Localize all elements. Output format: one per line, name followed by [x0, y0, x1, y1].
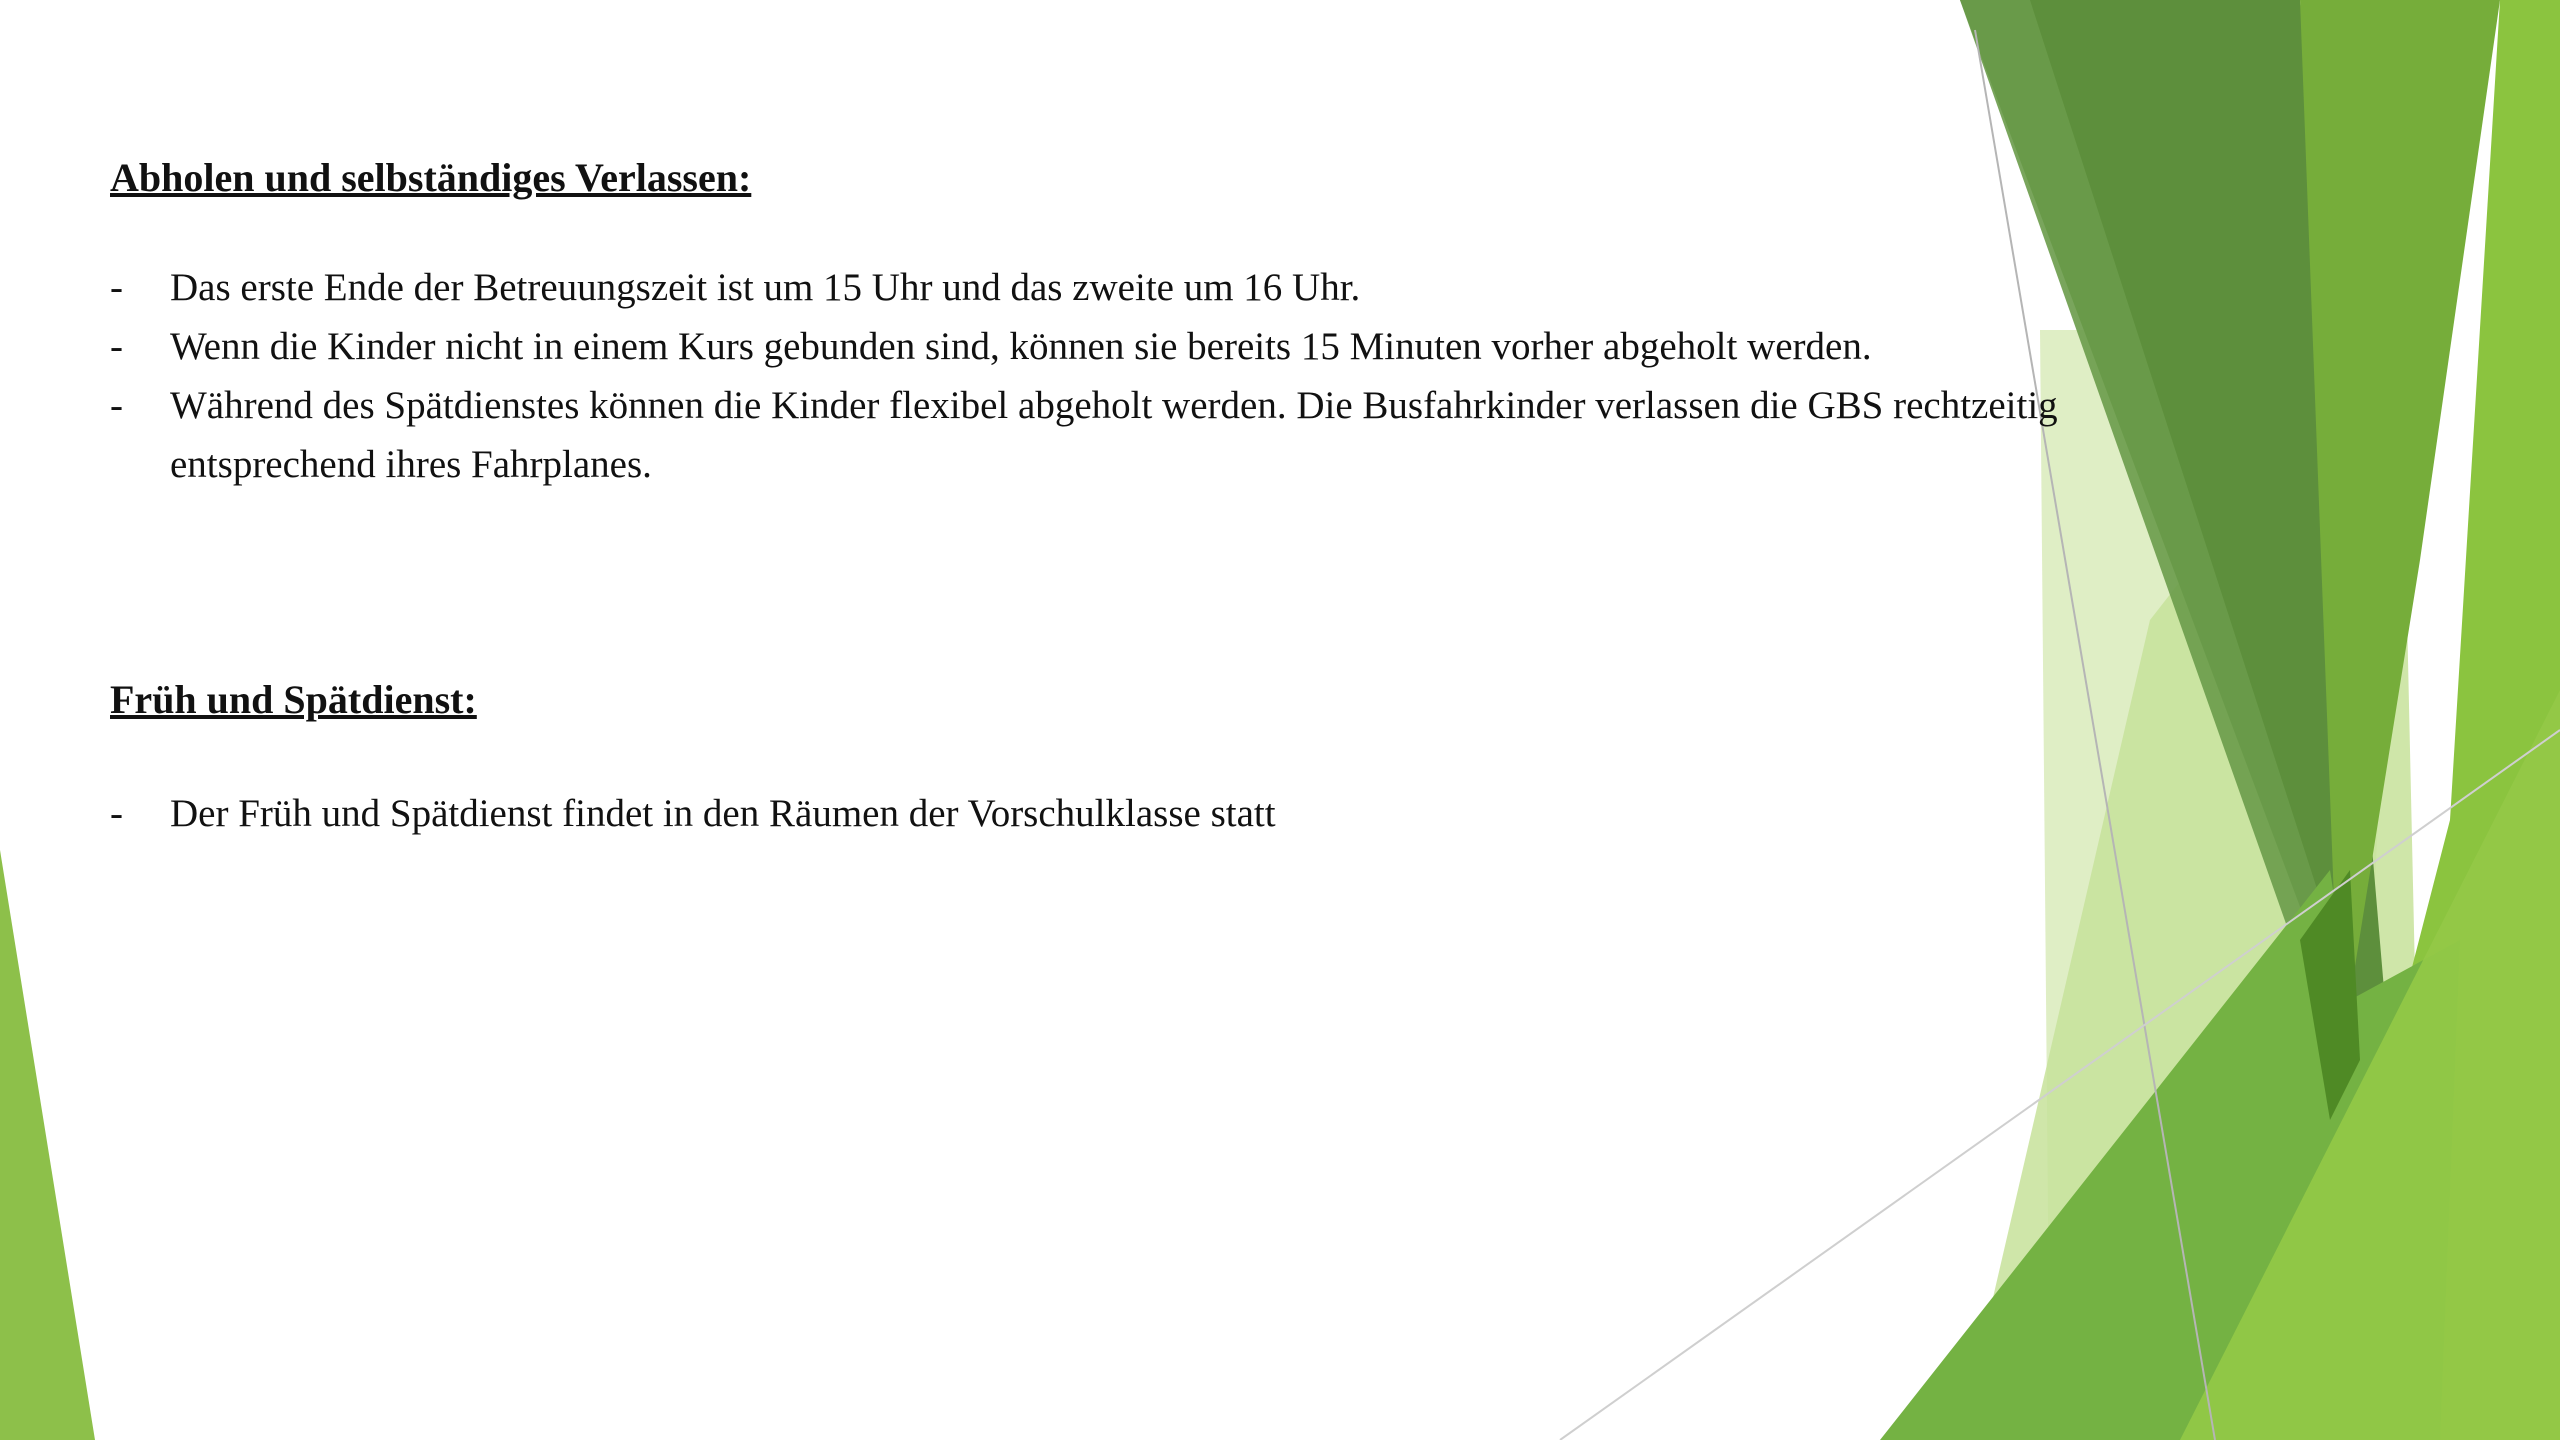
dash-bullet: -: [110, 384, 123, 427]
left-green-facet: [0, 850, 95, 1440]
section-heading: Abholen und selbständiges Verlassen:: [110, 155, 752, 200]
bullet-list: [110, 784, 2070, 843]
list-item-text: Das erste Ende der Betreuungszeit ist um 15 Uhr und das zweite um 16 Uhr.: [170, 266, 1361, 309]
list-item: [110, 784, 2070, 843]
list-item: [110, 317, 2070, 376]
section-pickup: [110, 150, 2070, 494]
list-item: [110, 376, 2070, 494]
dash-bullet: -: [110, 792, 123, 835]
dash-bullet: -: [110, 266, 123, 309]
list-item-text: Während des Spätdienstes können die Kinder flexibel abgeholt werden. Die Busfahrkinder verlassen die GBS rechtzeitig entsprechend ihres Fahrplanes.: [170, 384, 2058, 486]
dash-bullet: -: [110, 325, 123, 368]
list-item-text: Wenn die Kinder nicht in einem Kurs gebunden sind, können sie bereits 15 Minuten vorher abgeholt werden.: [170, 325, 1872, 368]
list-item: [110, 258, 2070, 317]
section-early-late-service: [110, 672, 2070, 843]
list-item-text: Der Früh und Spätdienst findet in den Räumen der Vorschulklasse statt: [170, 792, 1276, 835]
section-heading: Früh und Spätdienst:: [110, 677, 477, 722]
bullet-list: [110, 258, 2070, 494]
